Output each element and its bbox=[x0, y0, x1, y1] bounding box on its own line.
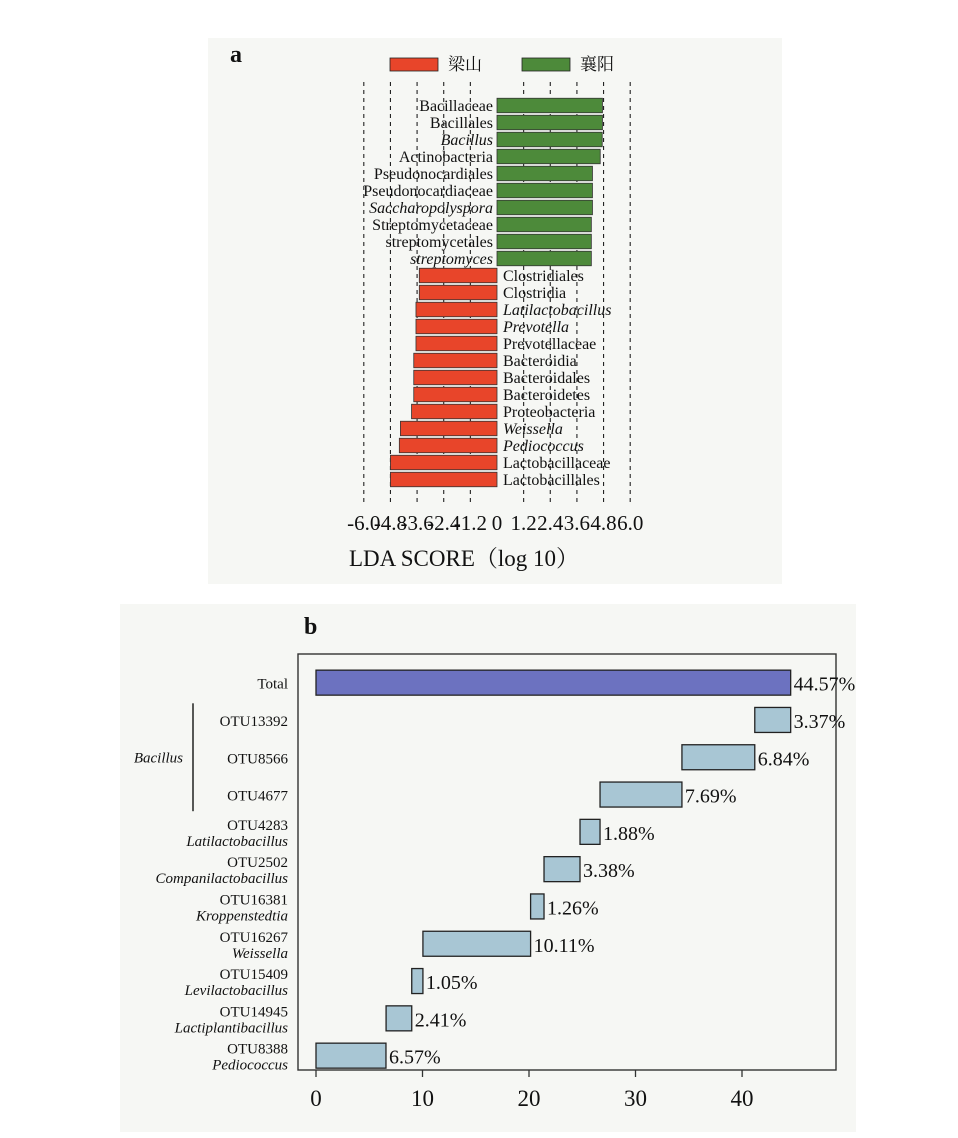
value-label: 1.26% bbox=[547, 897, 599, 920]
bar bbox=[497, 183, 592, 198]
bar bbox=[416, 336, 497, 351]
x-tick-label: -6.0 bbox=[347, 511, 381, 535]
value-label: 2.41% bbox=[414, 1009, 467, 1032]
waterfall-chart-svg bbox=[120, 604, 856, 1132]
bar bbox=[416, 319, 497, 334]
bar-label: streptomyces bbox=[410, 251, 493, 268]
waterfall-bar bbox=[544, 857, 580, 882]
bar-label: Bacillaceae bbox=[419, 98, 493, 115]
x-tick-label: 3.6 bbox=[563, 511, 591, 535]
waterfall-bar bbox=[316, 670, 791, 695]
genus-label: Latilactobacillus bbox=[186, 833, 288, 850]
bar-label: Latilactobacillus bbox=[503, 302, 612, 319]
x-tick-label: 30 bbox=[624, 1086, 647, 1111]
x-tick-label: 4.8 bbox=[590, 511, 617, 535]
bar bbox=[497, 115, 602, 130]
legend-swatch bbox=[390, 58, 438, 71]
bar-label: Weissella bbox=[503, 421, 563, 438]
bar bbox=[497, 217, 591, 232]
bar-label: Bacillus bbox=[440, 132, 493, 149]
x-tick-label: -2.4 bbox=[427, 511, 461, 535]
x-tick-label: 20 bbox=[517, 1086, 541, 1111]
bar-label: Pediococcus bbox=[503, 438, 584, 455]
bar bbox=[497, 132, 602, 147]
bar bbox=[414, 370, 497, 385]
bar bbox=[399, 438, 497, 453]
genus-label: Companilactobacillus bbox=[155, 871, 288, 888]
bar bbox=[414, 387, 497, 402]
genus-label: Lactiplantibacillus bbox=[174, 1020, 288, 1037]
bar-label: Lactobacillales bbox=[503, 472, 600, 489]
waterfall-bar bbox=[755, 707, 791, 732]
waterfall-bar bbox=[316, 1043, 386, 1068]
bar-label: streptomycetales bbox=[385, 234, 493, 251]
bar-label: Bacteroidales bbox=[503, 370, 591, 387]
bar bbox=[497, 166, 592, 181]
legend-label: 襄阳 bbox=[580, 55, 614, 74]
group-label: Bacillus bbox=[133, 750, 183, 767]
waterfall-bar bbox=[386, 1006, 412, 1031]
bar bbox=[497, 234, 591, 249]
bar bbox=[497, 98, 602, 113]
bar-label: Saccharopolyspora bbox=[369, 200, 493, 217]
genus-label: Weissella bbox=[231, 945, 288, 962]
bar bbox=[497, 251, 591, 266]
waterfall-bar bbox=[600, 782, 682, 807]
waterfall-bar bbox=[580, 819, 600, 844]
legend-label: 梁山 bbox=[448, 55, 482, 74]
bar-label: Prevotellaceae bbox=[503, 336, 597, 353]
bar-label: Bacillales bbox=[429, 115, 493, 132]
bar bbox=[419, 285, 497, 300]
bar-label: Clostridiales bbox=[503, 268, 584, 285]
x-tick-label: 2.4 bbox=[537, 511, 564, 535]
bar-label: Pseudonocardiales bbox=[373, 166, 493, 183]
genus-label: Pediococcus bbox=[212, 1057, 288, 1074]
value-label: 7.69% bbox=[684, 785, 737, 808]
value-label: 1.88% bbox=[603, 822, 655, 845]
value-label: 3.37% bbox=[793, 710, 846, 733]
otu-label: OTU16267 bbox=[219, 929, 288, 946]
x-tick-label: 6.0 bbox=[617, 511, 644, 535]
bar bbox=[419, 268, 497, 283]
row-label: OTU4677 bbox=[227, 788, 288, 805]
lda-chart-svg bbox=[208, 38, 782, 584]
waterfall-bar bbox=[531, 894, 544, 919]
x-tick-label: -4.8 bbox=[373, 511, 408, 535]
legend-swatch bbox=[522, 58, 570, 71]
bar bbox=[497, 200, 592, 215]
x-tick-label: -3.6 bbox=[400, 511, 434, 535]
bar bbox=[390, 472, 497, 487]
lda-chart-panel bbox=[208, 38, 782, 584]
x-tick-label: 0 bbox=[310, 1086, 322, 1111]
bar bbox=[400, 421, 497, 436]
value-label: 6.84% bbox=[757, 748, 810, 771]
panel-label-b: b bbox=[304, 614, 318, 640]
bar-label: Lactobacillaceae bbox=[503, 455, 611, 472]
waterfall-bar bbox=[682, 745, 755, 770]
x-axis-title: LDA SCORE（log 10） bbox=[348, 546, 580, 571]
bar-label: Streptomycetaceae bbox=[372, 217, 493, 234]
row-label: OTU8566 bbox=[227, 751, 288, 768]
otu-label: OTU2502 bbox=[227, 855, 288, 872]
x-tick-label: -1.2 bbox=[453, 511, 487, 535]
bar bbox=[390, 455, 497, 470]
otu-label: OTU8388 bbox=[227, 1041, 288, 1058]
x-tick-label: 1.2 bbox=[510, 511, 537, 535]
bar bbox=[414, 353, 497, 368]
x-tick-label: 40 bbox=[730, 1086, 754, 1111]
otu-label: OTU14945 bbox=[219, 1004, 288, 1021]
value-label: 3.38% bbox=[583, 860, 635, 883]
row-label: OTU13392 bbox=[219, 713, 288, 730]
value-label: 1.05% bbox=[425, 972, 478, 995]
genus-label: Levilactobacillus bbox=[184, 983, 288, 1000]
genus-label: Kroppenstedtia bbox=[196, 908, 288, 925]
x-tick-label: 10 bbox=[411, 1086, 434, 1111]
panel-label-a: a bbox=[230, 42, 242, 68]
bar bbox=[412, 404, 497, 419]
waterfall-chart-panel bbox=[120, 604, 856, 1132]
bar-label: Prevotella bbox=[503, 319, 570, 336]
bar-label: Bacteroidia bbox=[503, 353, 577, 370]
bar-label: Pseudonocardiaceae bbox=[363, 183, 493, 200]
waterfall-bar bbox=[423, 931, 531, 956]
value-label: 10.11% bbox=[533, 934, 595, 957]
bar-label: Actinobacteria bbox=[398, 149, 493, 166]
value-label: 6.57% bbox=[388, 1046, 441, 1069]
bar-label: Clostridia bbox=[503, 285, 567, 302]
row-label: Total bbox=[257, 676, 288, 693]
bar bbox=[497, 149, 600, 164]
bar bbox=[416, 302, 497, 317]
x-tick-label: 0 bbox=[491, 511, 503, 535]
otu-label: OTU4283 bbox=[227, 817, 288, 834]
otu-label: OTU15409 bbox=[219, 967, 288, 984]
bar-label: Bacteroidetes bbox=[503, 387, 591, 404]
otu-label: OTU16381 bbox=[219, 892, 288, 909]
value-label: 44.57% bbox=[793, 673, 856, 696]
waterfall-bar bbox=[412, 969, 423, 994]
bar-label: Proteobacteria bbox=[503, 404, 596, 421]
